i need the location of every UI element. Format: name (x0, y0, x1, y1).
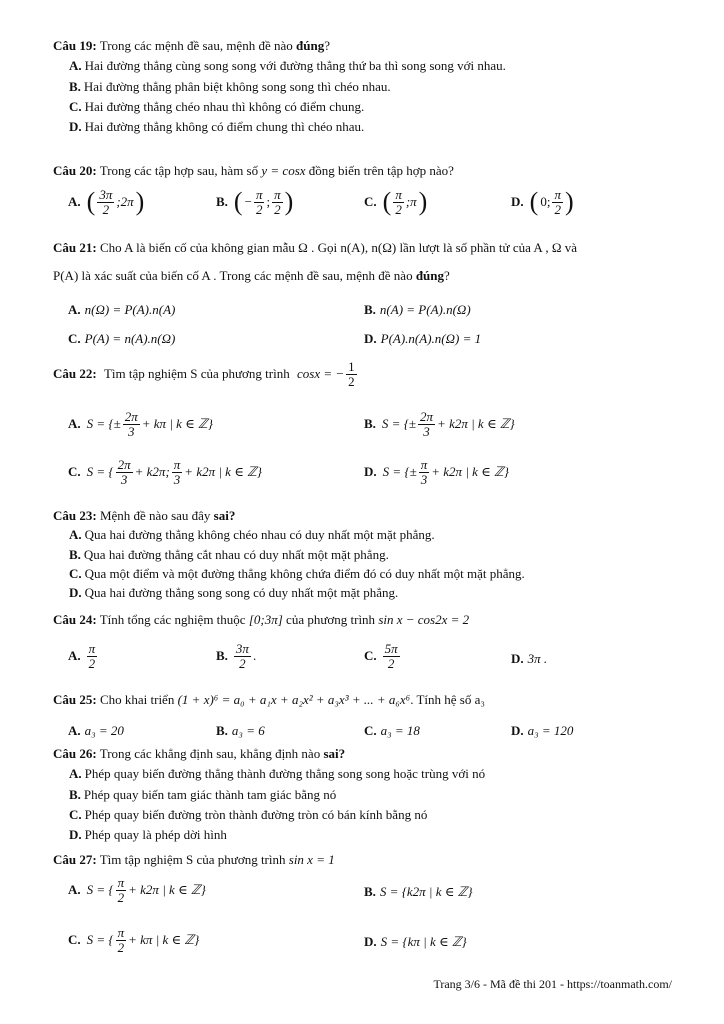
question-27 (53, 852, 683, 868)
option-d[interactable]: D. a₃ = 120 (511, 723, 574, 738)
option-d[interactable]: D. Qua hai đường thẳng song song có duy nhất một mặt phẳng. (69, 585, 399, 600)
question-stem: Câu 24: Tính tổng các nghiệm thuộc [0;3π] của phương trình sin x − cos2x = 2 (53, 612, 470, 627)
question-stem: Câu 19: Trong các mệnh đề sau, mệnh đề nào đúng? (53, 38, 330, 53)
option-b[interactable]: B. Phép quay biến tam giác thành tam giác bằng nó (69, 786, 337, 802)
question-stem: Câu 20: Trong các tập hợp sau, hàm số y = cosx đồng biến trên tập hợp nào? (53, 163, 454, 178)
option-c[interactable]: C. S = { $\frac{\pi}{2}$ + kπ | k ∈ ℤ} (68, 925, 200, 955)
question-23 (53, 508, 683, 601)
question-19 (53, 38, 683, 135)
option-a[interactable]: A. Phép quay biến đường thẳng thành đường thẳng song song hoặc trùng với nó (69, 766, 486, 782)
option-c[interactable]: C. Qua một điểm và một đường thẳng không chứa điểm đó có duy nhất một mặt phẳng. (69, 565, 525, 581)
option-d[interactable]: D. Phép quay là phép dời hình (69, 827, 227, 842)
question-stem-line2: P(A) là xác suất của biến cố A . Trong các mệnh đề sau, mệnh đề nào đúng? (53, 268, 450, 284)
option-a[interactable]: A. Hai đường thẳng cùng song song với đường thẳng thứ ba thì song song với nhau. (69, 58, 506, 74)
option-b[interactable]: B. $\frac{3\pi}{2}$ . (216, 641, 257, 671)
option-c[interactable]: C. $\frac{5\pi}{2}$ (364, 641, 398, 671)
option-a[interactable]: A. $\frac{\pi}{2}$ (68, 641, 96, 671)
question-26 (53, 746, 683, 843)
option-c[interactable]: C. Phép quay biến đường tròn thành đường tròn có bán kính bằng nó (69, 806, 428, 822)
option-d[interactable]: D. 3π . (511, 651, 548, 666)
page-footer: Trang 3/6 - Mã đề thi 201 - https://toanmath.com/ (433, 977, 672, 991)
question-22 (53, 360, 683, 388)
option-d[interactable]: D. S = {kπ | k ∈ ℤ} (364, 934, 467, 949)
option-d[interactable]: D. ( 0; $\frac{\pi}{2}$ ) (511, 187, 574, 217)
question-20 (53, 163, 683, 179)
option-b[interactable]: B. S = {k2π | k ∈ ℤ} (364, 884, 473, 899)
option-b[interactable]: B. Qua hai đường thẳng cắt nhau có duy nhất một mặt phẳng. (69, 546, 389, 562)
option-a[interactable]: A. Qua hai đường thẳng không chéo nhau có duy nhất một mặt phẳng. (69, 527, 435, 543)
option-d[interactable]: D. S = {± $\frac{\pi}{3}$ + k2π | k ∈ ℤ} (364, 457, 509, 487)
option-a[interactable]: A. a₃ = 20 (68, 723, 124, 738)
option-b[interactable]: B. S = {± $\frac{2\pi}{3}$ + k2π | k ∈ ℤ} (364, 409, 515, 439)
option-c[interactable]: C. S = { $\frac{2\pi}{3}$ + k2π; $\frac{\pi}{3}$ + k2π | k ∈ ℤ} (68, 457, 262, 487)
question-24 (53, 612, 683, 628)
option-c[interactable]: C. ( $\frac{\pi}{2}$ ;π ) (364, 187, 428, 217)
option-b[interactable]: B. Hai đường thẳng phân biệt không song song thì chéo nhau. (69, 78, 391, 94)
question-stem: Câu 21: Cho A là biến cố của không gian mẫu Ω . Gọi n(A), n(Ω) lần lượt là số phần tử của A , Ω và (53, 240, 578, 255)
option-c[interactable]: C. a₃ = 18 (364, 723, 420, 738)
question-25 (53, 692, 683, 708)
question-stem: Câu 23: Mệnh đề nào sau đây sai? (53, 508, 236, 523)
option-a[interactable]: A. S = { $\frac{\pi}{2}$ + k2π | k ∈ ℤ} (68, 875, 206, 905)
option-c[interactable]: C. P(A) = n(A).n(Ω) (68, 331, 176, 346)
option-a[interactable]: A. ( $\frac{3\pi}{2}$ ;2π ) (68, 187, 145, 217)
option-b[interactable]: B. n(A) = P(A).n(Ω) (364, 302, 471, 317)
option-d[interactable]: D. Hai đường thẳng không có điểm chung thì chéo nhau. (69, 119, 365, 134)
option-c[interactable]: C. Hai đường thẳng chéo nhau thì không có điểm chung. (69, 98, 365, 114)
option-b[interactable]: B. a₃ = 6 (216, 723, 265, 738)
question-stem: Câu 25: Cho khai triển (1 + x)⁶ = a₀ + a₁x + a₂x² + a₃x³ + ... + a₆x⁶. Tính hệ số a₃ (53, 692, 485, 707)
question-stem: Câu 26: Trong các khẳng định sau, khẳng định nào sai? (53, 746, 346, 761)
option-b[interactable]: B. ( − $\frac{\pi}{2}$ ; $\frac{\pi}{2}$ ) (216, 187, 294, 217)
option-a[interactable]: A. S = {± $\frac{2\pi}{3}$ + kπ | k ∈ ℤ} (68, 409, 213, 439)
option-d[interactable]: D. P(A).n(A).n(Ω) = 1 (364, 331, 482, 346)
question-21 (53, 240, 693, 285)
option-a[interactable]: A. n(Ω) = P(A).n(A) (68, 302, 176, 317)
question-stem: Câu 27: Tìm tập nghiệm S của phương trình sin x = 1 (53, 852, 335, 867)
question-stem: Câu 22: Tìm tập nghiệm S của phương trình cosx = − $\frac{1}{2}$ (53, 359, 355, 389)
